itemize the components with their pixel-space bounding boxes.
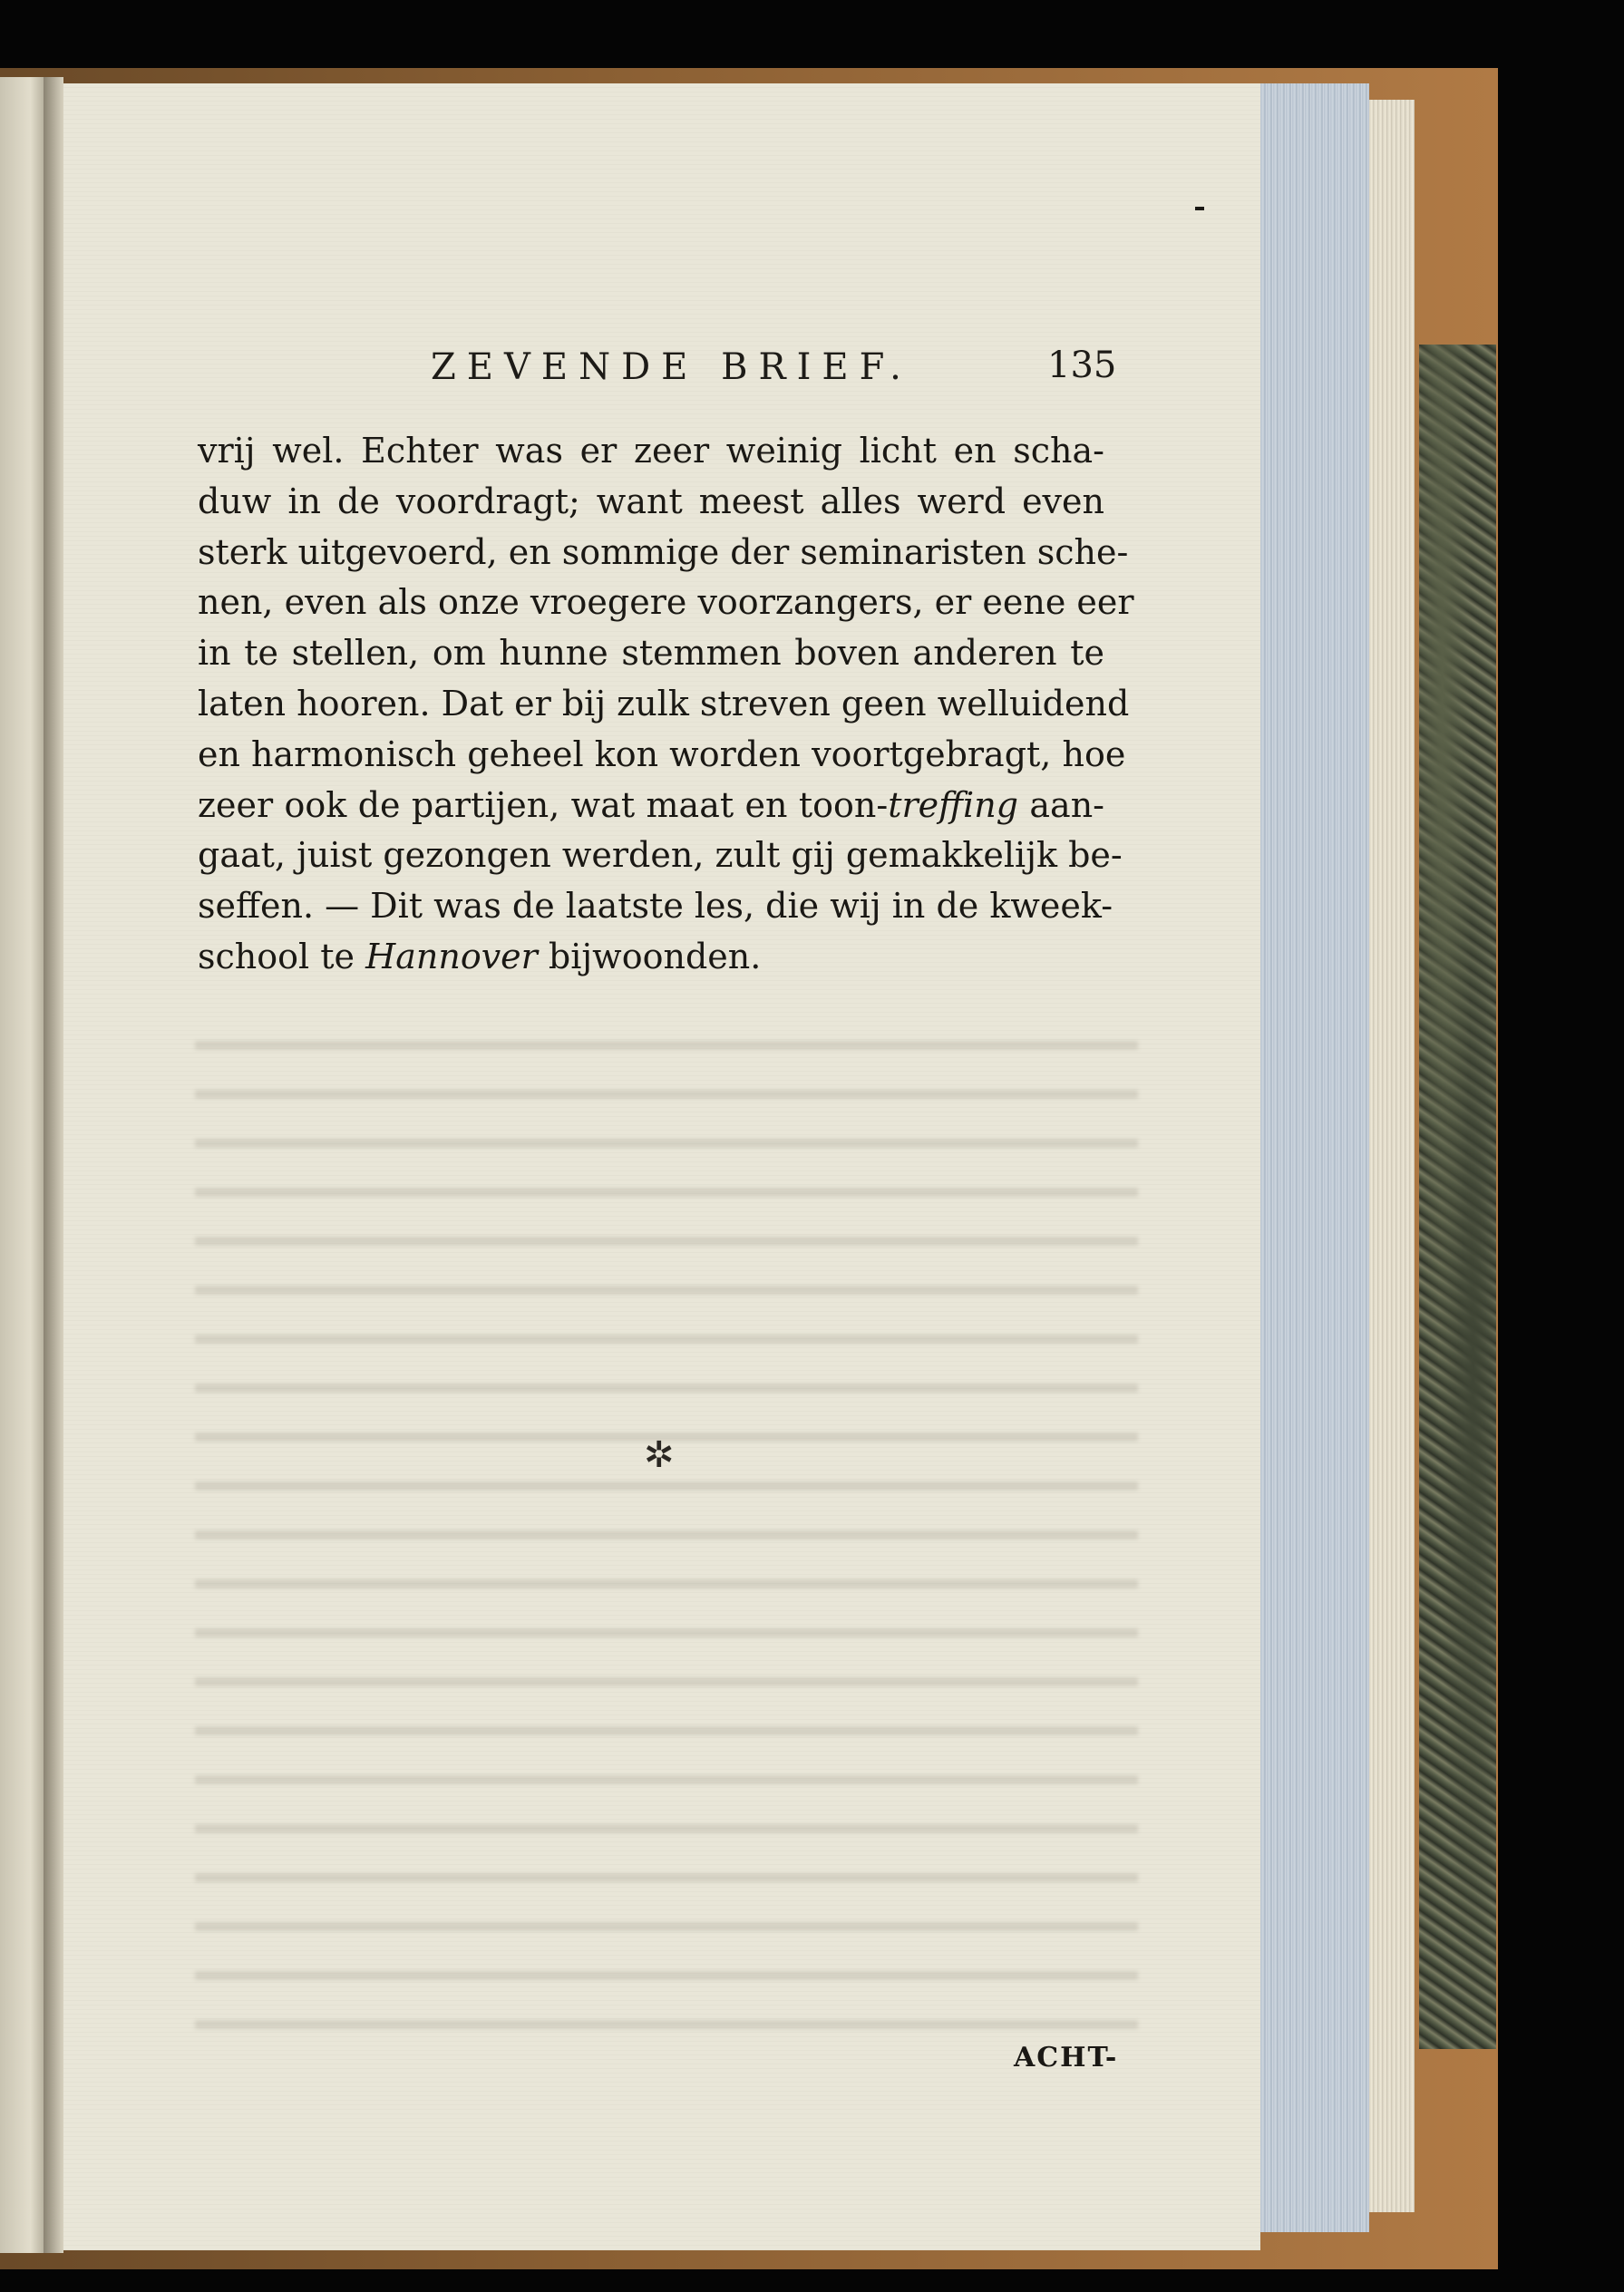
- text-line: [198, 932, 1104, 983]
- text-line: laten hooren. Dat er bij zulk streven geen welluidend: [198, 683, 1130, 724]
- text-segment: aan-: [1018, 784, 1105, 825]
- ornament-asterisk: ✲: [644, 1434, 675, 1476]
- text-segment: school te: [198, 936, 366, 976]
- page-block-edges: [1260, 83, 1369, 2232]
- catchword: ACHT-: [1014, 2042, 1119, 2073]
- emphasis-word: treffing: [888, 784, 1018, 825]
- book-gutter: [44, 77, 63, 2253]
- text-segment: zeer ook de partijen, wat maat en toon-: [198, 784, 889, 825]
- body-text: [198, 426, 1134, 983]
- marbled-board: [1419, 345, 1496, 2049]
- text-line: duw in de voordragt; want meest alles werd even: [198, 481, 1104, 521]
- page-number: 135: [1047, 345, 1117, 386]
- running-title: ZEVENDE BRIEF.: [431, 346, 912, 388]
- left-page-edge: [0, 77, 44, 2253]
- text-segment: bijwoonden.: [537, 936, 762, 976]
- emphasis-word: Hannover: [365, 936, 538, 976]
- text-line: seffen. — Dit was de laatste les, die wij in de kweek-: [198, 886, 1113, 927]
- book-page: [63, 83, 1260, 2250]
- text-line: [198, 781, 1104, 831]
- margin-mark: [1195, 207, 1204, 210]
- page-block-edges-light: [1369, 100, 1415, 2212]
- text-line: gaat, juist gezongen werden, zult gij gemakkelijk be-: [198, 835, 1123, 876]
- text-line: vrij wel. Echter was er zeer weinig licht en scha-: [198, 431, 1104, 471]
- text-line: in te stellen, om hunne stemmen boven anderen te: [198, 633, 1104, 674]
- text-line: en harmonisch geheel kon worden voortgebragt, hoe: [198, 733, 1126, 774]
- show-through-text: [195, 1026, 1138, 2060]
- text-line: nen, even als onze vroegere voorzangers, er eene eer: [198, 582, 1134, 623]
- text-line: sterk uitgevoerd, en sommige der seminaristen sche-: [198, 531, 1129, 572]
